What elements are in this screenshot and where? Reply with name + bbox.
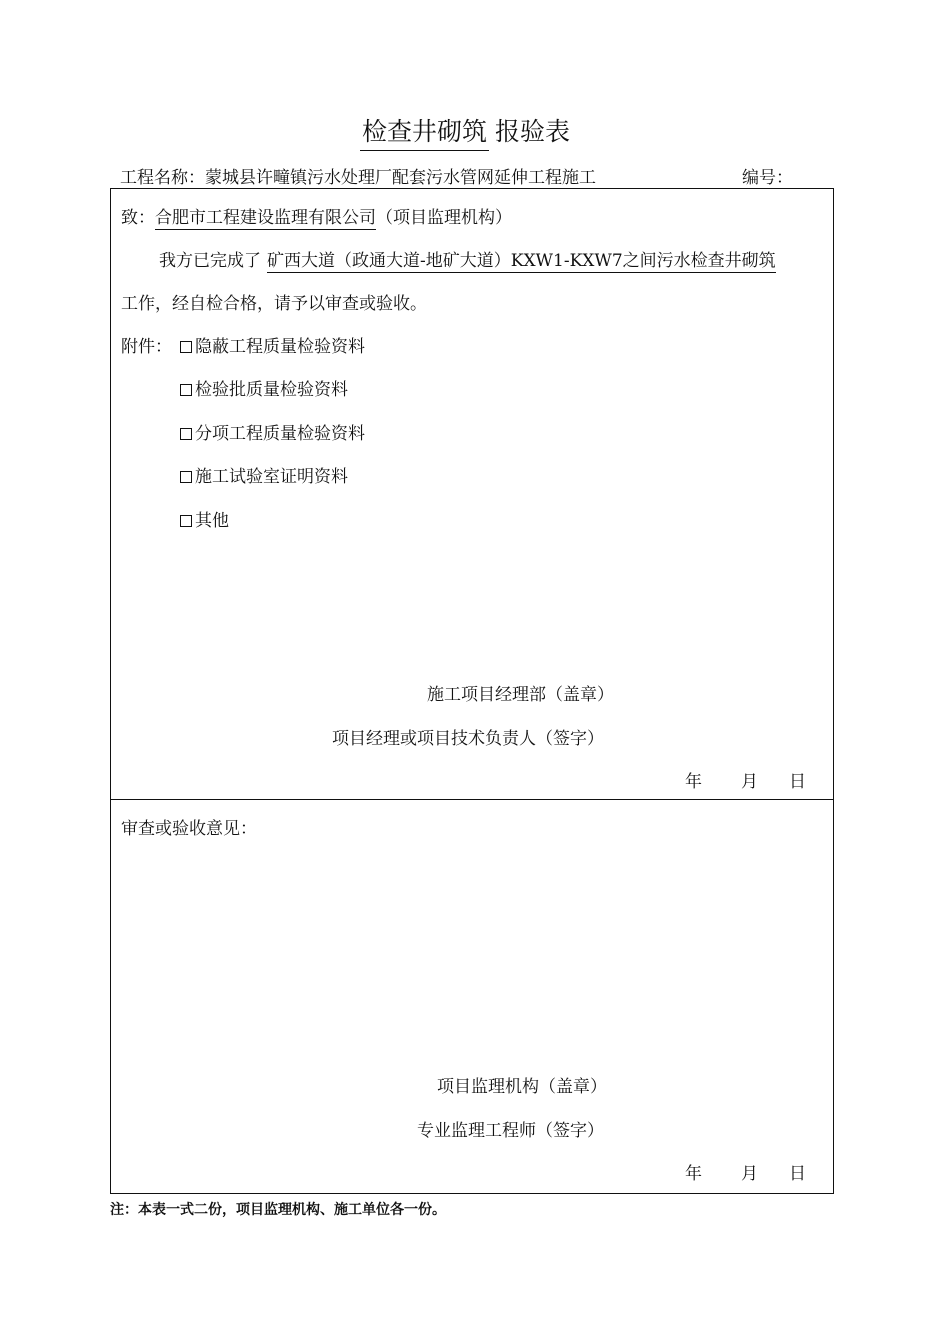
date-row xyxy=(685,1159,806,1184)
checkbox[interactable] xyxy=(180,428,192,440)
project-name-row xyxy=(120,163,596,188)
attachment-label: 分项工程质量检验资料 xyxy=(195,424,365,444)
month-label: 月 xyxy=(741,1164,758,1184)
submission-section xyxy=(110,188,834,800)
day-label: 日 xyxy=(789,772,806,792)
year-label: 年 xyxy=(685,1164,702,1184)
review-section xyxy=(110,799,834,1194)
year-label: 年 xyxy=(685,772,702,792)
attachment-label: 隐蔽工程质量检验资料 xyxy=(195,337,365,357)
manager-signature-label: 项目经理或项目技术负责人（签字） xyxy=(332,729,604,749)
attachment-item[interactable] xyxy=(180,419,365,444)
attachment-item[interactable] xyxy=(180,506,229,531)
title-underlined-part: 检查井砌筑 xyxy=(360,112,489,151)
month-label: 月 xyxy=(741,772,758,792)
title-rest-part: 报验表 xyxy=(495,117,571,146)
day-label: 日 xyxy=(789,1164,806,1184)
attachment-label: 其他 xyxy=(195,511,229,531)
completion-statement xyxy=(159,246,776,271)
attachment-label: 施工试验室证明资料 xyxy=(195,467,348,487)
date-row xyxy=(685,767,806,792)
completion-prefix: 我方已完成了 xyxy=(159,251,261,271)
project-name: 蒙城县许疃镇污水处理厂配套污水管网延伸工程施工 xyxy=(205,168,596,188)
attachments-label: 附件： xyxy=(121,337,172,357)
attachment-label: 检验批质量检验资料 xyxy=(195,380,348,400)
checkbox[interactable] xyxy=(180,515,192,527)
project-label: 工程名称： xyxy=(120,168,205,188)
supervisor-stamp-label: 项目监理机构（盖章） xyxy=(437,1077,607,1097)
checkbox[interactable] xyxy=(180,471,192,483)
contractor-stamp-label: 施工项目经理部（盖章） xyxy=(427,685,614,705)
addressee-row xyxy=(121,203,512,228)
footnote: 注：本表一式二份，项目监理机构、施工单位各一份。 xyxy=(110,1202,446,1218)
attachment-item[interactable] xyxy=(180,332,365,357)
checkbox[interactable] xyxy=(180,384,192,396)
review-opinion-label: 审查或验收意见： xyxy=(121,819,257,839)
to-label: 致： xyxy=(121,208,155,228)
self-check-statement: 工作，经自检合格，请予以审查或验收。 xyxy=(121,294,427,314)
number-label: 编号： xyxy=(742,168,793,188)
engineer-signature-label: 专业监理工程师（签字） xyxy=(417,1121,604,1141)
supervisor-org: 合肥市工程建设监理有限公司 xyxy=(155,208,376,228)
checkbox[interactable] xyxy=(180,341,192,353)
to-suffix: （项目监理机构） xyxy=(376,208,512,228)
form-title xyxy=(360,112,570,152)
attachment-item[interactable] xyxy=(180,462,348,487)
attachment-item[interactable] xyxy=(180,375,348,400)
completed-work: 矿西大道（政通大道-地矿大道）KXW1-KXW7之间污水检查井砌筑 xyxy=(267,251,776,271)
